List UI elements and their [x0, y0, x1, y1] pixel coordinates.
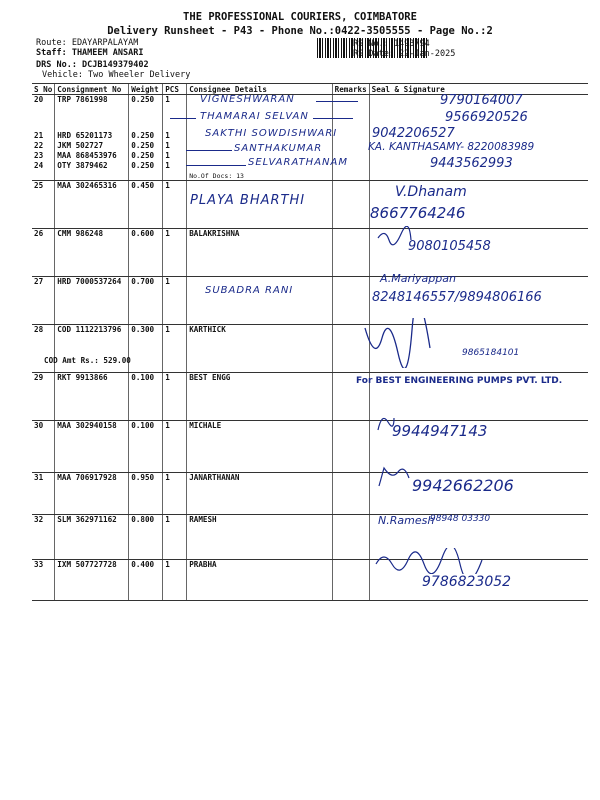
- arrow-icon: [170, 118, 196, 119]
- pcs-cell: 1: [163, 229, 187, 277]
- weight-cell: 0.700: [129, 277, 163, 325]
- handwritten-phone: 9790164007: [440, 93, 523, 108]
- col-weight: Weight: [129, 84, 163, 95]
- pcs-cell: 1: [163, 161, 187, 171]
- consignee-cell: BEST ENGG: [187, 373, 332, 421]
- consignment-cell: MAA 706917928: [55, 473, 129, 515]
- pcs-cell: 1: [163, 560, 187, 601]
- handwritten-phone: KA. KANTHASAMY- 8220083989: [368, 141, 535, 153]
- sno-cell: 23: [34, 150, 44, 160]
- handwritten-phone: 8248146557/9894806166: [372, 290, 542, 305]
- table-row: [32, 421, 588, 473]
- table-row: [32, 515, 588, 560]
- handwritten-name: SELVARATHANAM: [248, 157, 348, 168]
- pcs-cell: 1: [163, 181, 187, 229]
- pcs-cell: 1: [163, 151, 187, 161]
- handwritten-phone: 9080105458: [408, 239, 491, 254]
- staff-text: Staff: THAMEEM ANSARI: [36, 48, 144, 58]
- handwritten-phone: 9566920526: [445, 110, 528, 125]
- sno-cell: 20: [34, 95, 44, 104]
- consignee-cell: BALAKRISHNA: [187, 229, 332, 277]
- table-row: [32, 229, 588, 277]
- weight-cell: 0.250: [129, 131, 163, 141]
- handwritten-name: VIGNESHWARAN: [200, 94, 295, 105]
- table-row: [32, 171, 588, 181]
- vehicle-text: Vehicle: Two Wheeler Delivery: [42, 70, 191, 80]
- consignment-cell: HRD 7000537264: [55, 277, 129, 325]
- handwritten-phone: 98948 03330: [430, 514, 491, 524]
- col-consignment: Consignment No: [55, 84, 129, 95]
- signature-scribble-icon: [375, 226, 415, 246]
- handwritten-name: THAMARAI SELVAN: [200, 111, 309, 122]
- consignment-cell: MAA 302940158: [55, 421, 129, 473]
- consignee-cell: RAMESH: [187, 515, 332, 560]
- col-pcs: PCS: [163, 84, 187, 95]
- company-stamp: For BEST ENGINEERING PUMPS PVT. LTD.: [356, 376, 563, 386]
- weight-cell: 0.300: [129, 325, 163, 373]
- sno-cell: 33: [32, 560, 55, 601]
- consignment-cell: SLM 362971162: [55, 515, 129, 560]
- weight-cell: 0.250: [129, 161, 163, 171]
- consignment-cell: COD 1112213796: [55, 325, 129, 373]
- handwritten-phone: 9786823052: [422, 574, 512, 590]
- cod-amount: COD Amt Rs.: 529.00: [44, 356, 131, 365]
- consignment-cell: IXM 507727728: [55, 560, 129, 601]
- arrow-icon: [186, 150, 232, 151]
- weight-cell: 0.250: [129, 151, 163, 161]
- pcs-cell: 1: [163, 421, 187, 473]
- sno-cell: 26: [32, 229, 55, 277]
- arrow-icon: [186, 165, 246, 166]
- handwritten-name: SAKTHI SOWDISHWARI: [205, 128, 338, 139]
- handwritten-signature: A.Mariyappan: [380, 272, 456, 285]
- handwritten-phone: 9042206527: [372, 126, 455, 141]
- signature-scribble-icon: [374, 410, 398, 436]
- pcs-cell: 1: [163, 95, 187, 107]
- sno-cell: 28: [32, 325, 55, 373]
- handwritten-phone: 9944947143: [392, 422, 488, 440]
- handwritten-name: PLAYA BHARTHI: [190, 193, 306, 208]
- consignee-cell: JANARTHANAN: [187, 473, 332, 515]
- col-signature: Seal & Signature: [369, 84, 588, 95]
- weight-cell: 0.800: [129, 515, 163, 560]
- consignee-cell: [187, 277, 332, 325]
- company-title: THE PROFESSIONAL COURIERS, COIMBATORE: [183, 11, 417, 23]
- handwritten-phone: 9865184101: [462, 348, 520, 358]
- weight-cell: 0.400: [129, 560, 163, 601]
- signature-scribble-icon: [360, 318, 440, 368]
- pcs-cell: 1: [163, 131, 187, 141]
- consignment-cell: OTY 3879462: [55, 161, 129, 171]
- weight-cell: 0.100: [129, 421, 163, 473]
- drs-number: DRS No.: DCJB149379402: [36, 60, 149, 70]
- consignment-cell: MAA 868453976: [55, 151, 129, 161]
- handwritten-name: SANTHAKUMAR: [234, 143, 323, 154]
- sno-cell: 27: [32, 277, 55, 325]
- sno-cell: 25: [32, 181, 55, 229]
- sno-cell: 22: [34, 140, 44, 150]
- weight-cell: 0.950: [129, 473, 163, 515]
- consignment-cell: HRD 65201173: [55, 131, 129, 141]
- handwritten-phone: 9443562993: [430, 156, 513, 171]
- route-text: Route: EDAYARPALAYAM: [36, 38, 139, 48]
- pcs-cell: 1: [163, 515, 187, 560]
- consignment-cell: JKM 502727: [55, 141, 129, 151]
- sno-cell: 30: [32, 421, 55, 473]
- signature-scribble-icon: [372, 548, 492, 574]
- weight-cell: 0.250: [129, 95, 163, 107]
- rs-date: RS Date: 22-Jan-2025: [353, 49, 456, 59]
- consignment-cell: MAA 302465316: [55, 181, 129, 229]
- sno-cell: 29: [32, 373, 55, 421]
- sno-cell: 31: [32, 473, 55, 515]
- col-consignee: Consignee Details: [187, 84, 332, 95]
- no-of-docs: No.Of Docs: 13: [189, 171, 244, 180]
- consignment-cell: CMM 986248: [55, 229, 129, 277]
- pcs-cell: 1: [163, 473, 187, 515]
- weight-cell: 0.250: [129, 141, 163, 151]
- pcs-cell: 1: [163, 141, 187, 151]
- sno-cell: 21: [34, 130, 44, 140]
- weight-cell: 0.100: [129, 373, 163, 421]
- consignment-cell: RKT 9913866: [55, 373, 129, 421]
- consignee-cell: MICHALE: [187, 421, 332, 473]
- weight-cell: 0.450: [129, 181, 163, 229]
- rs-number: RS No.: 1493794: [353, 39, 430, 49]
- handwritten-name: SUBADRA RANI: [205, 285, 294, 296]
- consignment-cell: TRP 7861998: [55, 95, 129, 107]
- col-sno: S No: [32, 84, 55, 95]
- col-remarks: Remarks: [332, 84, 369, 95]
- sno-cell: 32: [32, 515, 55, 560]
- weight-cell: 0.600: [129, 229, 163, 277]
- table-row: [32, 181, 588, 229]
- handwritten-phone: 8667764246: [370, 204, 466, 222]
- pcs-cell: 1: [163, 325, 187, 373]
- handwritten-signature: V.Dhanam: [395, 184, 467, 200]
- consignee-cell: PRABHA: [187, 560, 332, 601]
- pcs-cell: 1: [163, 277, 187, 325]
- signature-scribble-icon: [376, 462, 412, 490]
- handwritten-phone: 9942662206: [412, 476, 514, 495]
- arrow-icon: [316, 101, 358, 102]
- pcs-cell: 1: [163, 373, 187, 421]
- handwritten-signature: N.Ramesh: [378, 514, 435, 527]
- arrow-icon: [313, 118, 353, 119]
- consignee-cell: KARTHICK: [187, 325, 332, 373]
- sno-cell: 24: [34, 160, 44, 170]
- runsheet-title: Delivery Runsheet - P43 - Phone No.:0422-3505555 - Page No.:2: [107, 25, 493, 37]
